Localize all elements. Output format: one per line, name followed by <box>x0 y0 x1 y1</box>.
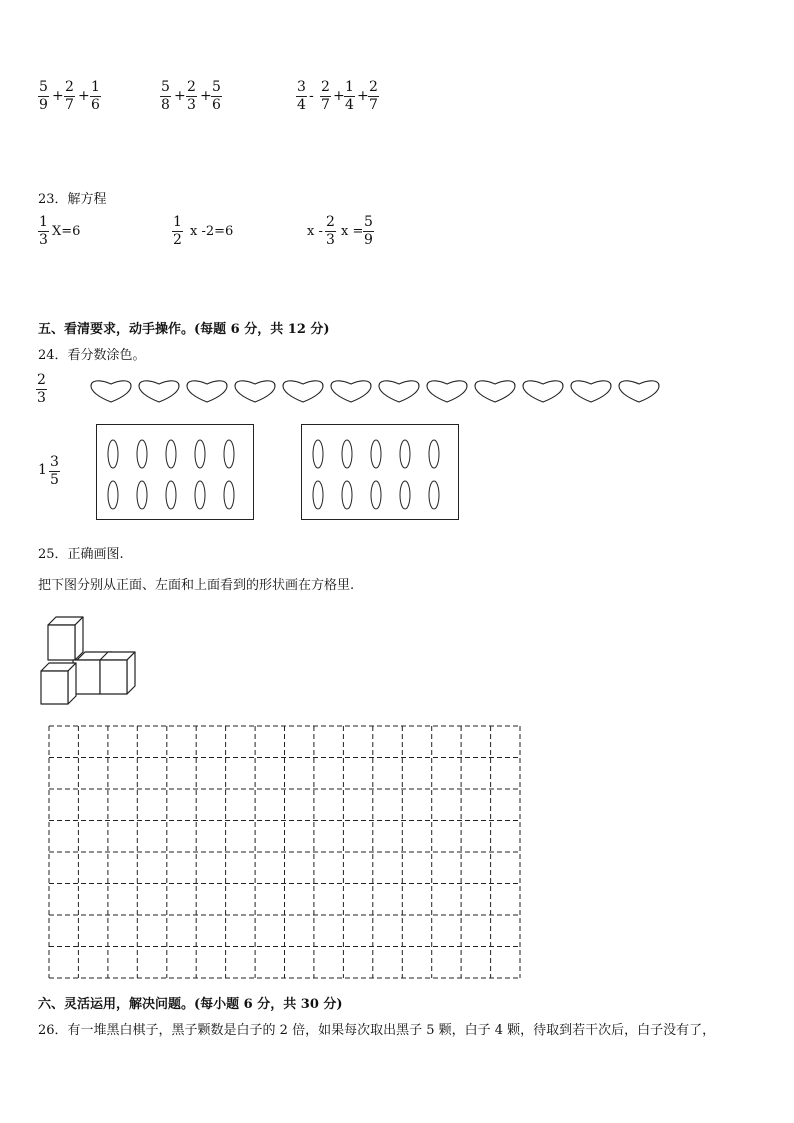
mixed-number-whole: 1 <box>38 462 47 478</box>
equation-text: X=6 <box>52 224 81 239</box>
numerator: 3 <box>50 454 59 470</box>
heart-shape[interactable] <box>523 381 563 402</box>
denominator: 9 <box>364 232 373 248</box>
numerator: 1 <box>173 214 182 230</box>
oval-shape[interactable] <box>195 440 205 468</box>
question-26-text: 26．有一堆黑白棋子，黑子颗数是白子的 2 倍，如果每次取出黑子 5 颗，白子 4 颗，待取到若干次后，白子没有了， <box>38 1023 716 1038</box>
oval-shape[interactable] <box>108 481 118 509</box>
ovals-box-1 <box>96 424 256 522</box>
denominator: 4 <box>345 97 354 113</box>
heart-shape[interactable] <box>379 381 419 402</box>
numerator: 5 <box>212 79 221 95</box>
denominator: 3 <box>187 97 196 113</box>
operator: + <box>174 88 186 104</box>
oval-shape[interactable] <box>137 440 147 468</box>
denominator: 6 <box>212 97 221 113</box>
oval-shape[interactable] <box>166 481 176 509</box>
numerator: 5 <box>39 79 48 95</box>
denominator: 7 <box>321 97 330 113</box>
numerator: 1 <box>39 214 48 230</box>
operator: + <box>200 88 212 104</box>
oval-shape[interactable] <box>400 481 410 509</box>
question-24-title: 24．看分数涂色。 <box>38 348 146 363</box>
fraction <box>172 214 183 249</box>
denominator: 3 <box>37 390 46 406</box>
denominator: 7 <box>65 97 74 113</box>
operator: + <box>357 88 369 104</box>
denominator: 3 <box>39 232 48 248</box>
oval-shape[interactable] <box>429 481 439 509</box>
numerator: 1 <box>91 79 100 95</box>
denominator: 6 <box>91 97 100 113</box>
denominator: 3 <box>326 232 335 248</box>
drawing-grid[interactable] <box>48 725 523 981</box>
ovals-box-2 <box>301 424 461 522</box>
oval-shape[interactable] <box>342 481 352 509</box>
fraction <box>160 79 171 114</box>
heart-shape[interactable] <box>91 381 131 402</box>
numerator: 2 <box>37 372 46 388</box>
fraction <box>38 79 49 114</box>
denominator: 8 <box>161 97 170 113</box>
oval-shape[interactable] <box>400 440 410 468</box>
fraction <box>38 214 49 249</box>
fraction <box>325 214 336 249</box>
oval-shape[interactable] <box>137 481 147 509</box>
numerator: 2 <box>369 79 378 95</box>
oval-shape[interactable] <box>313 481 323 509</box>
heart-shape[interactable] <box>427 381 467 402</box>
heart-shape[interactable] <box>619 381 659 402</box>
fraction <box>320 79 331 114</box>
heart-shape[interactable] <box>331 381 371 402</box>
operator: + <box>78 88 90 104</box>
section-5-title: 五、看清要求，动手操作。(每题 6 分，共 12 分) <box>38 322 330 337</box>
hearts-row <box>88 376 660 406</box>
heart-shape[interactable] <box>571 381 611 402</box>
fraction <box>363 214 374 249</box>
denominator: 2 <box>173 232 182 248</box>
denominator: 5 <box>50 472 59 488</box>
heart-shape[interactable] <box>283 381 323 402</box>
oval-shape[interactable] <box>371 481 381 509</box>
equation-text: x - <box>307 224 323 239</box>
numerator: 2 <box>187 79 196 95</box>
fraction <box>296 79 307 114</box>
hearts-fraction <box>36 372 47 407</box>
oval-shape[interactable] <box>195 481 205 509</box>
oval-shape[interactable] <box>166 440 176 468</box>
numerator: 3 <box>297 79 306 95</box>
oval-shape[interactable] <box>313 440 323 468</box>
numerator: 5 <box>161 79 170 95</box>
fraction <box>64 79 75 114</box>
heart-shape[interactable] <box>475 381 515 402</box>
numerator: 2 <box>326 214 335 230</box>
oval-shape[interactable] <box>429 440 439 468</box>
fraction <box>344 79 355 114</box>
section-6-title: 六、灵活运用，解决问题。(每小题 6 分，共 30 分) <box>38 997 343 1012</box>
denominator: 9 <box>39 97 48 113</box>
operator: + <box>333 88 345 104</box>
numerator: 2 <box>321 79 330 95</box>
denominator: 4 <box>297 97 306 113</box>
question-25-instruction: 把下图分别从正面、左面和上面看到的形状画在方格里. <box>38 578 355 593</box>
numerator: 2 <box>65 79 74 95</box>
equation-text: x = <box>341 224 364 239</box>
operator: - <box>309 88 314 104</box>
operator: + <box>52 88 64 104</box>
fraction <box>186 79 197 114</box>
fraction <box>90 79 101 114</box>
question-23-title: 23．解方程 <box>38 192 107 207</box>
numerator: 1 <box>345 79 354 95</box>
numerator: 5 <box>364 214 373 230</box>
heart-shape[interactable] <box>187 381 227 402</box>
oval-shape[interactable] <box>108 440 118 468</box>
fraction <box>368 79 379 114</box>
denominator: 7 <box>369 97 378 113</box>
heart-shape[interactable] <box>235 381 275 402</box>
oval-shape[interactable] <box>224 481 234 509</box>
heart-shape[interactable] <box>139 381 179 402</box>
oval-shape[interactable] <box>371 440 381 468</box>
question-25-title: 25．正确画图. <box>38 547 124 562</box>
fraction <box>211 79 222 114</box>
cube-figure <box>38 612 138 706</box>
oval-shape[interactable] <box>342 440 352 468</box>
equation-text: x -2=6 <box>190 224 234 239</box>
ovals-fraction <box>49 454 60 489</box>
oval-shape[interactable] <box>224 440 234 468</box>
